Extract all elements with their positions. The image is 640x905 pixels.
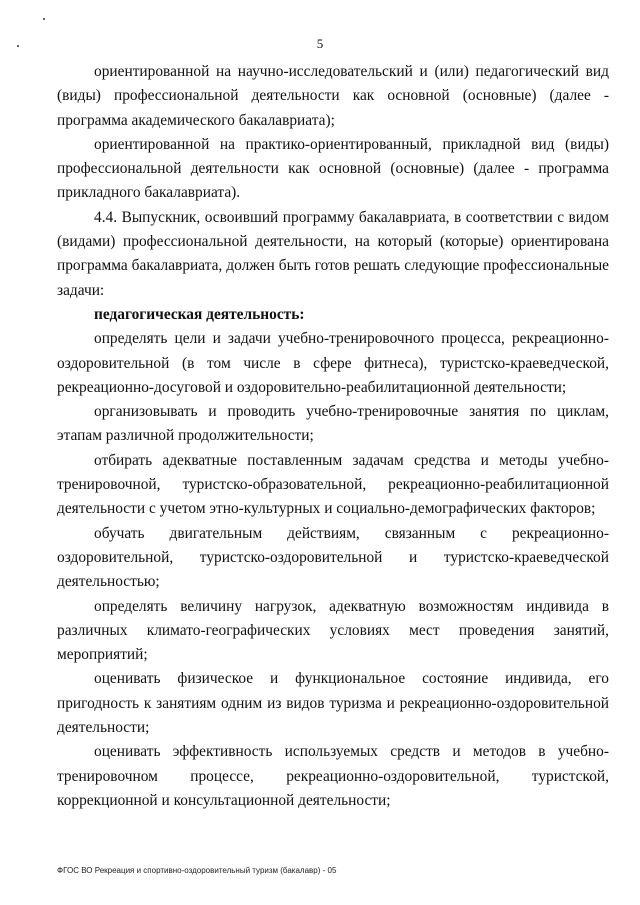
paragraph: организовывать и проводить учебно-тренировочные занятия по циклам, этапам различной продолжительности; xyxy=(57,403,609,445)
body-text xyxy=(57,60,609,813)
paragraph: оценивать эффективность используемых средств и методов в учебно-тренировочном процессе, рекреационно-оздоровительной, туристской, коррекционной и консультационной деятельности; xyxy=(57,743,609,809)
paragraph: определять цели и задачи учебно-тренировочного процесса, рекреационно-оздоровительной (в том числе в сфере фитнеса), туристско-краеведческой, рекреационно-досуговой и оздоровительно-реабилитационной деятельности; xyxy=(57,330,609,396)
paragraph: определять величину нагрузок, адекватную возможностям индивида в различных климато-географических условиях мест проведения занятий, мероприятий; xyxy=(57,597,609,664)
page-number: 5 xyxy=(316,36,324,51)
paragraph: оценивать физическое и функциональное состояние индивида, его пригодность к занятиям одним из видов туризма и рекреационно-оздоровительной деятельности; xyxy=(57,670,609,737)
paragraph: отбирать адекватные поставленным задачам средства и методы учебно-тренировочной, туристско-образовательной, рекреационно-реабилитационной деятельности с учетом этно-культурных и социально-демографических факторов; xyxy=(57,451,609,518)
paragraph: ориентированной на практико-ориентированный, прикладной вид (виды) профессиональной деятельности как основной (основные) (далее - программа прикладного бакалавриата). xyxy=(57,135,609,202)
section-heading: педагогическая деятельность: xyxy=(94,305,305,323)
paragraph: обучать двигательным действиям, связанным с рекреационно-оздоровительной, туристско-оздоровительной и туристско-краеведческой деятельностью; xyxy=(57,524,609,591)
scan-speck xyxy=(43,18,45,20)
paragraph: 4.4. Выпускник, освоивший программу бакалавриата, в соответствии с видом (видами) профессиональной деятельности, на который (которые) ориентирована программа бакалавриата, должен быть готов решать следующие профессиональные задачи: xyxy=(57,208,609,299)
paragraph: ориентированной на научно-исследовательский и (или) педагогический вид (виды) профессиональной деятельности как основной (основные) (далее - программа академического бакалавриата); xyxy=(57,63,609,129)
page-footer: ФГОС ВО Рекреация и спортивно-оздоровительный туризм (бакалавр) - 05 xyxy=(57,866,337,875)
